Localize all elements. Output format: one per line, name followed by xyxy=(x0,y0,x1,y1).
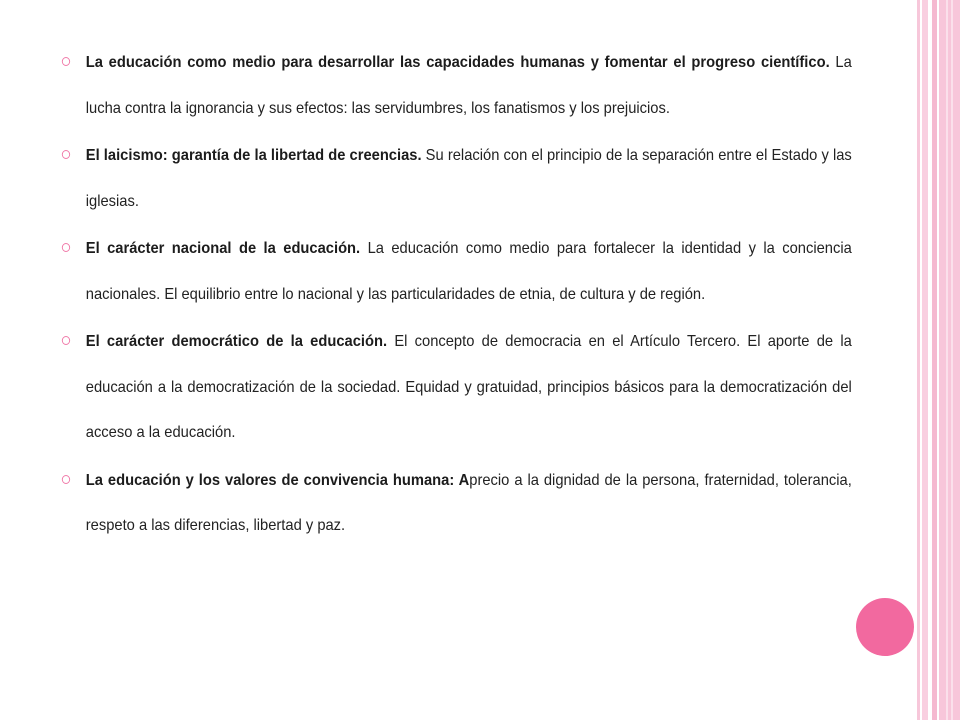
list-item xyxy=(60,458,852,549)
decorative-stripe xyxy=(917,0,920,720)
ring-bullet-icon xyxy=(62,150,70,159)
item-text: Su relación con el principio de la separación entre el Estado y las iglesias. xyxy=(85,147,852,210)
item-text: precio a la dignidad de la persona, fraternidad, tolerancia, respeto a las diferencias, libertad y paz. xyxy=(85,471,852,534)
item-heading: La educación y los valores de convivencia humana: A xyxy=(85,471,470,489)
decorative-stripe xyxy=(932,0,937,720)
list-item xyxy=(60,226,852,317)
item-heading: La educación como medio para desarrollar las capacidades humanas y fomentar el progreso científico. xyxy=(85,54,830,71)
item-heading: El carácter democrático de la educación. xyxy=(85,333,388,350)
list-item xyxy=(60,319,852,456)
decorative-stripe xyxy=(922,0,928,720)
item-heading: El laicismo: garantía de la libertad de creencias. xyxy=(85,147,422,164)
ring-bullet-icon xyxy=(62,243,70,252)
list-item xyxy=(60,40,852,131)
ring-bullet-icon xyxy=(62,336,70,345)
decorative-stripe xyxy=(951,0,953,720)
item-heading: El carácter nacional de la educación. xyxy=(85,240,361,257)
ring-bullet-icon xyxy=(62,57,70,66)
item-text: La educación como medio para fortalecer la identidad y la conciencia nacionales. El equilibrio entre lo nacional y las particularidades de etnia, de cultura y de región. xyxy=(85,240,852,303)
decorative-stripe xyxy=(946,0,948,720)
item-text: El concepto de democracia en el Artículo Tercero. El aporte de la educación a la democratización de la sociedad. Equidad y gratuidad, principios básicos para la democratización del acceso a la educación. xyxy=(85,333,852,441)
pink-circle-decoration xyxy=(856,598,914,656)
ring-bullet-icon xyxy=(62,475,70,484)
decorative-stripe xyxy=(939,0,960,720)
item-text: La lucha contra la ignorancia y sus efectos: las servidumbres, los fanatismos y los prejuicios. xyxy=(85,54,852,117)
bullet-list xyxy=(60,40,852,551)
list-item xyxy=(60,133,852,224)
